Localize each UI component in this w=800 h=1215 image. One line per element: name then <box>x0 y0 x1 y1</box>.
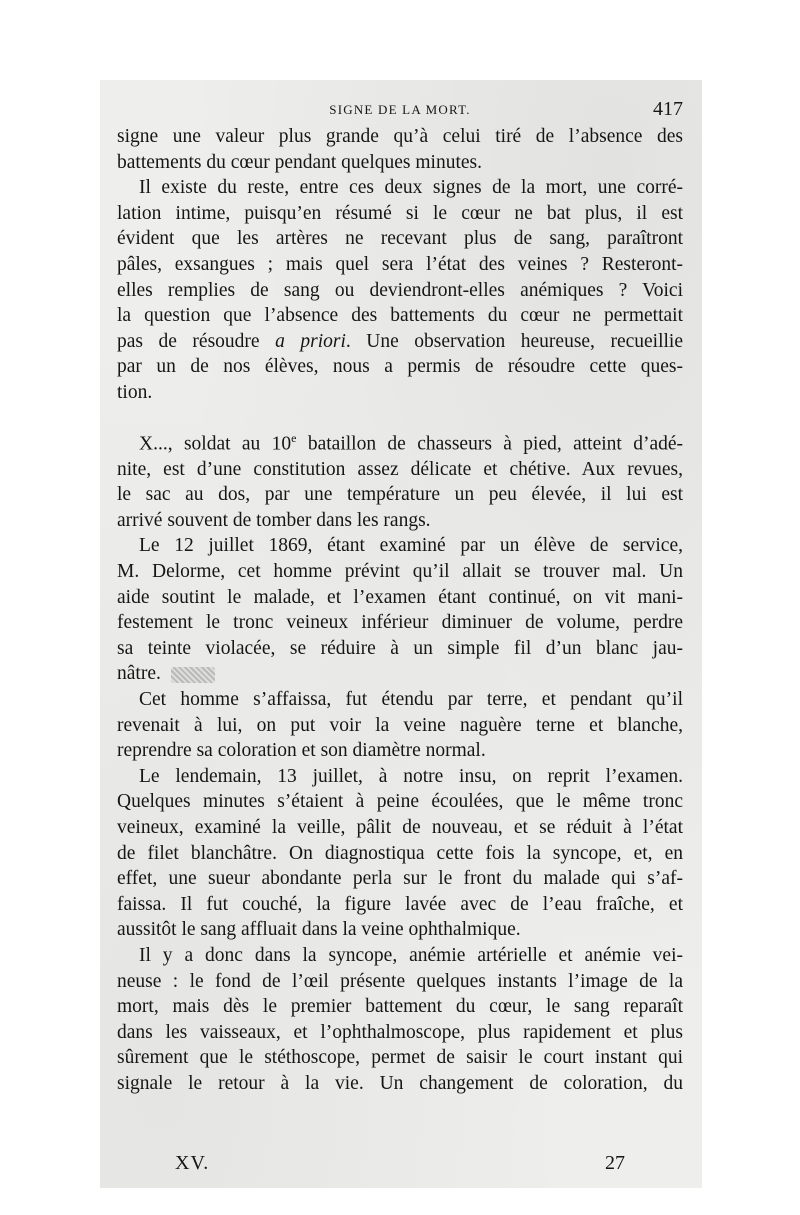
text-line: sa teinte violacée, se réduire à un simple fil d’un blanc jau- <box>117 637 683 659</box>
text-line: Il existe du reste, entre ces deux signes de la mort, une corré- <box>139 177 683 199</box>
text-segment: X..., soldat au 10 <box>139 433 292 455</box>
text-line: neuse : le fond de l’œil présente quelques instants l’image de la <box>117 970 683 992</box>
text-line: effet, une sueur abondante perla sur le front du malade qui s’af- <box>117 868 683 890</box>
text-line <box>117 329 683 355</box>
text-line: la question que l’absence des battements du cœur ne permettait <box>117 305 683 327</box>
text-line: tion. <box>117 381 153 403</box>
text-line: Il y a donc dans la syncope, anémie artérielle et anémie vei- <box>139 944 683 966</box>
text-line: battements du cœur pendant quelques minutes. <box>117 151 482 173</box>
italic-term: a priori <box>275 330 346 352</box>
text-line: Cet homme s’affaissa, fut étendu par terre, et pendant qu’il <box>139 688 683 710</box>
text-line <box>117 426 683 457</box>
signature-mark: XV. <box>175 1152 210 1174</box>
text-line: M. Delorme, cet homme prévint qu’il allait se trouver mal. Un <box>117 561 683 582</box>
text-line: reprendre sa coloration et son diamètre normal. <box>117 740 486 762</box>
text-line: sûrement que le stéthoscope, permet de saisir le court instant qui <box>117 1047 683 1069</box>
sheet-number: 27 <box>605 1152 625 1174</box>
text-line: aide soutint le malade, et l’examen étant continué, on vit mani- <box>117 586 683 608</box>
text-line: signe une valeur plus grande qu’à celui tiré de l’absence des <box>117 126 683 147</box>
text-line: par un de nos élèves, nous a permis de résoudre cette ques- <box>117 356 683 378</box>
text-line: Quelques minutes s’étaient à peine écoulées, que le même tronc <box>117 791 683 813</box>
text-segment: nâtre. <box>117 663 161 685</box>
text-line: signale le retour à la vie. Un changement de coloration, du <box>117 1072 683 1094</box>
text-line: lation intime, puisqu’en résumé si le cœur ne bat plus, il est <box>117 202 683 224</box>
paragraph-gap <box>117 406 683 426</box>
text-line <box>117 661 683 687</box>
text-segment: pas de résoudre <box>117 330 276 352</box>
page-number: 417 <box>653 98 683 120</box>
book-page <box>117 96 683 1096</box>
text-line: Le 12 juillet 1869, étant examiné par un élève de service, <box>139 535 683 557</box>
text-line: arrivé souvent de tomber dans les rangs. <box>117 509 431 531</box>
text-line: dans les vaisseaux, et l’ophthalmoscope, plus rapidement et plus <box>117 1021 683 1043</box>
text-segment: . Une observation heureuse, recueillie <box>345 330 683 352</box>
body-text <box>117 124 683 1096</box>
text-line: évident que les artères ne recevant plus de sang, paraîtront <box>117 228 683 250</box>
text-segment: bataillon de chasseurs à pied, atteint d’adé- <box>296 433 683 455</box>
superscript: e <box>291 430 297 445</box>
ink-smudge <box>171 667 215 683</box>
text-line: pâles, exsangues ; mais quel sera l’état des veines ? Resteront- <box>117 253 683 275</box>
text-line: festement le tronc veineux inférieur diminuer de volume, perdre <box>117 612 683 634</box>
running-head <box>117 96 683 124</box>
text-line: nite, est d’une constitution assez délicate et chétive. Aux revues, <box>117 458 683 480</box>
text-line: le sac au dos, par une température un peu élevée, il lui est <box>117 484 683 506</box>
text-line: de filet blanchâtre. On diagnostiqua cette fois la syncope, et, en <box>117 842 683 864</box>
text-line: mort, mais dès le premier battement du cœur, le sang reparaît <box>117 996 683 1018</box>
text-line: revenait à lui, on put voir la veine naguère terne et blanche, <box>117 714 683 736</box>
text-line: veineux, examiné la veille, pâlit de nouveau, et se réduit à l’état <box>117 816 683 838</box>
text-line: aussitôt le sang affluait dans la veine ophthalmique. <box>117 919 521 941</box>
text-line: elles remplies de sang ou deviendront-elles anémiques ? Voici <box>117 279 683 301</box>
running-title: SIGNE DE LA MORT. <box>329 102 471 117</box>
text-line: faissa. Il fut couché, la figure lavée avec de l’eau fraîche, et <box>117 893 683 915</box>
text-line: Le lendemain, 13 juillet, à notre insu, on reprit l’examen. <box>139 765 683 787</box>
